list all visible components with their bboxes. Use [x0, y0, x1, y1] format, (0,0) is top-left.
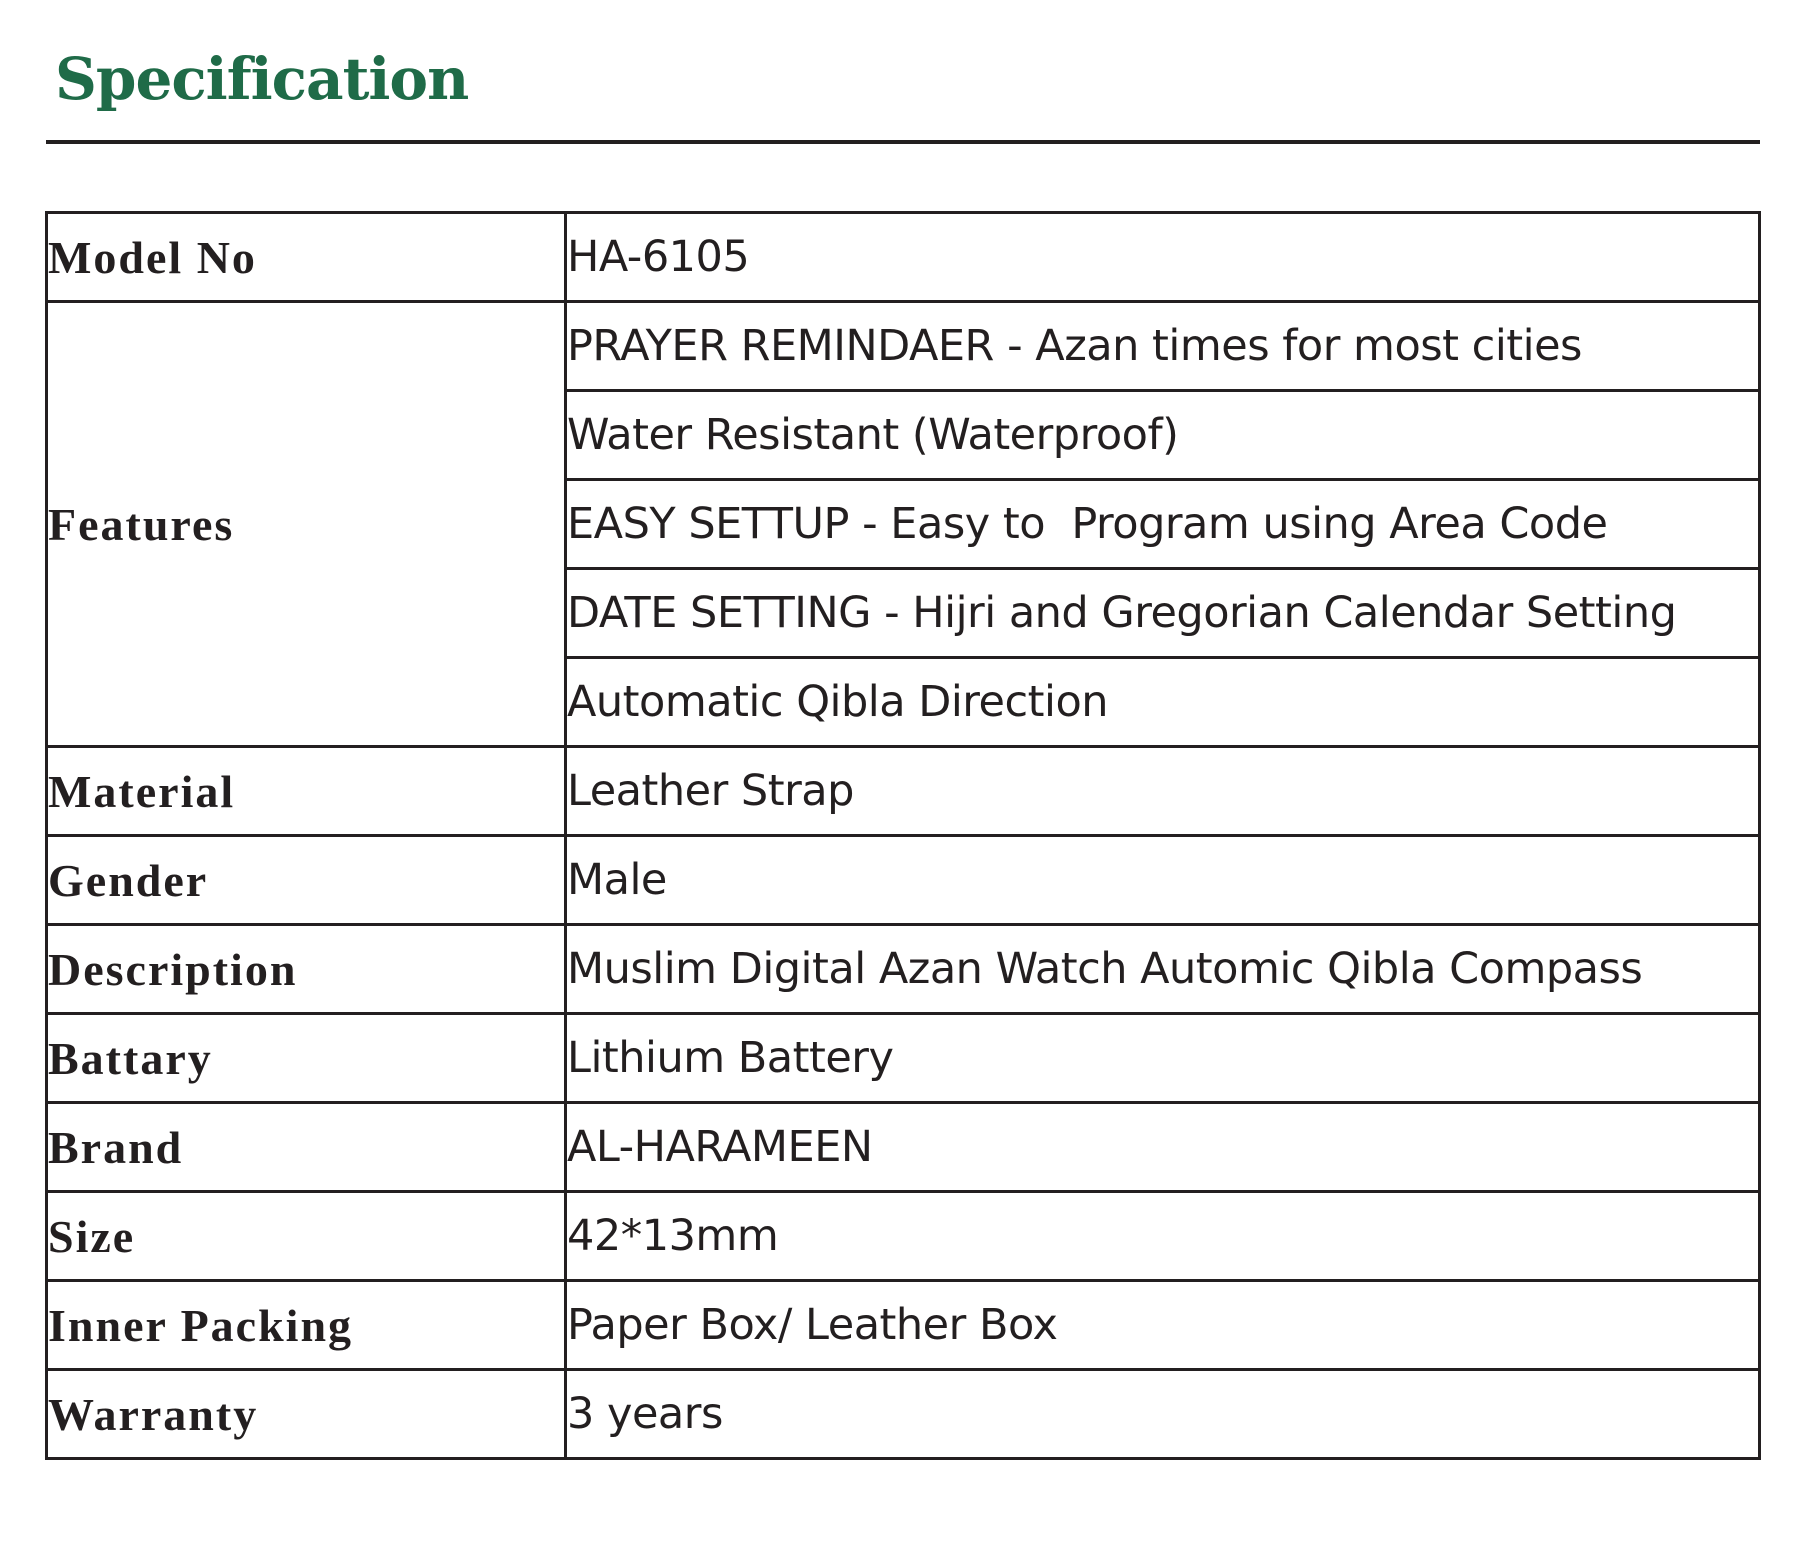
- warranty-label: Warranty: [47, 1370, 566, 1459]
- packing-value: Paper Box/ Leather Box: [566, 1281, 1760, 1370]
- brand-value: AL-HARAMEEN: [566, 1103, 1760, 1192]
- model-value: HA-6105: [566, 213, 1760, 302]
- feature-item: DATE SETTING - Hijri and Gregorian Calendar Setting: [566, 569, 1760, 658]
- table-row-warranty: [47, 1370, 1760, 1459]
- battery-value: Lithium Battery: [566, 1014, 1760, 1103]
- title-divider: [46, 140, 1760, 144]
- material-label: Material: [47, 747, 566, 836]
- battery-label: Battary: [47, 1014, 566, 1103]
- description-value: Muslim Digital Azan Watch Automic Qibla Compass: [566, 925, 1760, 1014]
- packing-label: Inner Packing: [47, 1281, 566, 1370]
- table-row-features: [47, 302, 1760, 391]
- page-title: Specification: [55, 45, 469, 113]
- table-row-gender: [47, 836, 1760, 925]
- table-row-brand: [47, 1103, 1760, 1192]
- gender-value: Male: [566, 836, 1760, 925]
- table-row-material: [47, 747, 1760, 836]
- size-label: Size: [47, 1192, 566, 1281]
- table-row-battery: [47, 1014, 1760, 1103]
- table-row-model: [47, 213, 1760, 302]
- size-value: 42*13mm: [566, 1192, 1760, 1281]
- feature-item: PRAYER REMINDAER - Azan times for most cities: [566, 302, 1760, 391]
- gender-label: Gender: [47, 836, 566, 925]
- feature-item: EASY SETTUP - Easy to Program using Area Code: [566, 480, 1760, 569]
- material-value: Leather Strap: [566, 747, 1760, 836]
- table-row-packing: [47, 1281, 1760, 1370]
- description-label: Description: [47, 925, 566, 1014]
- features-label: Features: [47, 302, 566, 747]
- feature-item: Automatic Qibla Direction: [566, 658, 1760, 747]
- feature-item: Water Resistant (Waterproof): [566, 391, 1760, 480]
- table-row-size: [47, 1192, 1760, 1281]
- model-label: Model No: [47, 213, 566, 302]
- specification-table: [45, 211, 1761, 1460]
- brand-label: Brand: [47, 1103, 566, 1192]
- table-row-description: [47, 925, 1760, 1014]
- warranty-value: 3 years: [566, 1370, 1760, 1459]
